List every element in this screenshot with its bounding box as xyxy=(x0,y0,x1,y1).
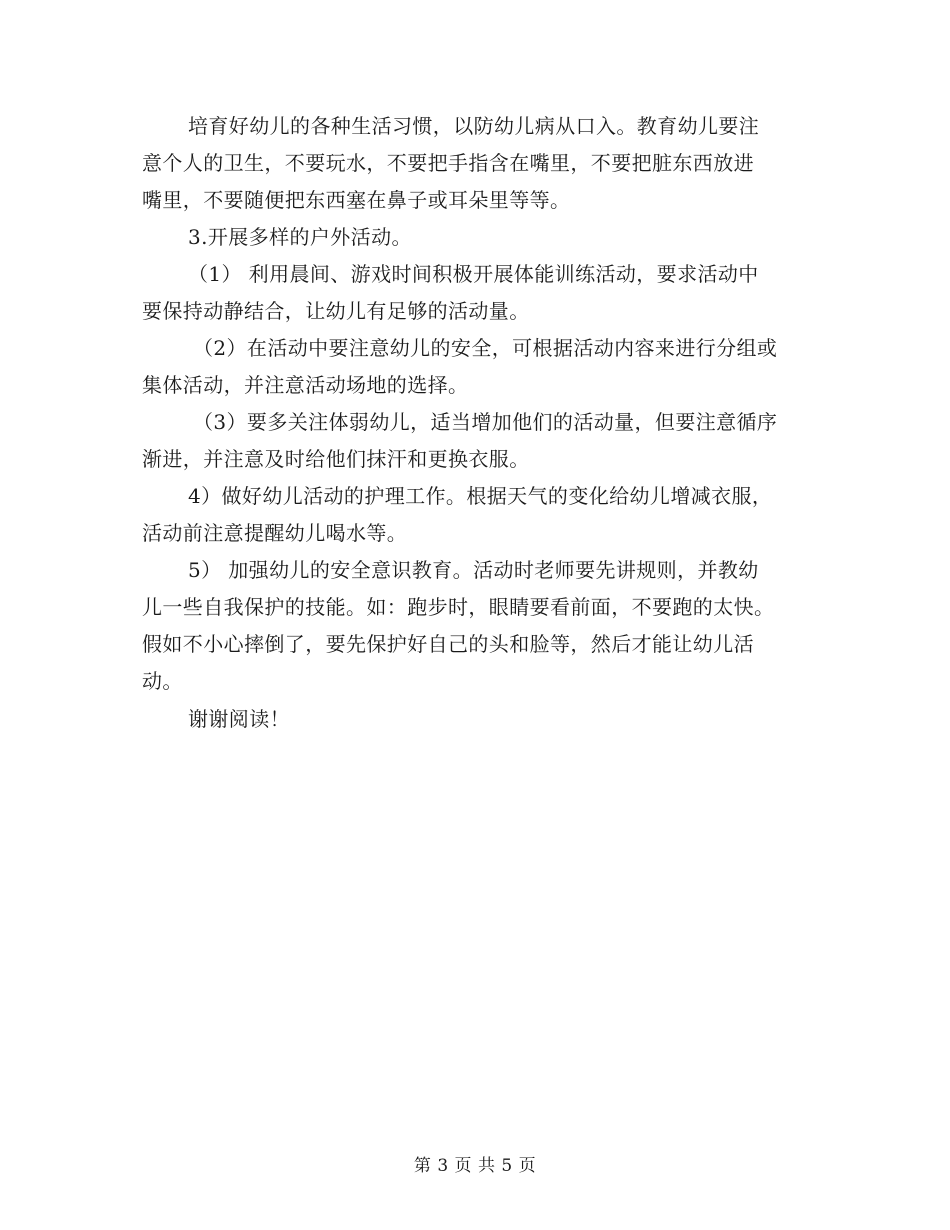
list-item-2-line-2: 集体活动，并注意活动场地的选择。 xyxy=(142,373,469,397)
page-number-footer: 第 3 页 共 5 页 xyxy=(413,1156,537,1176)
list-item-4-line-2: 活动前注意提醒幼儿喝水等。 xyxy=(142,521,408,545)
closing-line: 谢谢阅读！ xyxy=(188,707,290,731)
list-item-2-line-1: （2）在活动中要注意幼儿的安全，可根据活动内容来进行分组或 xyxy=(193,336,778,360)
paragraph-line-1: 培育好幼儿的各种生活习惯，以防幼儿病从口入。教育幼儿要注 xyxy=(188,114,760,138)
paragraph-line-2: 意个人的卫生，不要玩水，不要把手指含在嘴里，不要把脏东西放进 xyxy=(142,151,754,175)
section-heading-3: 3.开展多样的户外活动。 xyxy=(188,225,412,249)
list-item-5-line-3: 假如不小心摔倒了，要先保护好自己的头和脸等，然后才能让幼儿活 xyxy=(142,632,754,656)
list-item-4-line-1: 4）做好幼儿活动的护理工作。根据天气的变化给幼儿增减衣服， xyxy=(188,484,773,508)
list-item-1-line-1: （1） 利用晨间、游戏时间积极开展体能训练活动，要求活动中 xyxy=(188,262,759,286)
list-item-5-line-2: 儿一些自我保护的技能。如：跑步时，眼睛要看前面，不要跑的太快。 xyxy=(142,595,775,619)
list-item-3-line-1: （3）要多关注体弱幼儿，适当增加他们的活动量，但要注意循序 xyxy=(193,410,778,434)
list-item-5-line-1: 5） 加强幼儿的安全意识教育。活动时老师要先讲规则，并教幼 xyxy=(188,558,759,582)
list-item-1-line-2: 要保持动静结合，让幼儿有足够的活动量。 xyxy=(142,299,530,323)
list-item-5-line-4: 动。 xyxy=(142,669,183,693)
list-item-3-line-2: 渐进，并注意及时给他们抹汗和更换衣服。 xyxy=(142,447,530,471)
paragraph-line-3: 嘴里，不要随便把东西塞在鼻子或耳朵里等等。 xyxy=(142,188,571,212)
